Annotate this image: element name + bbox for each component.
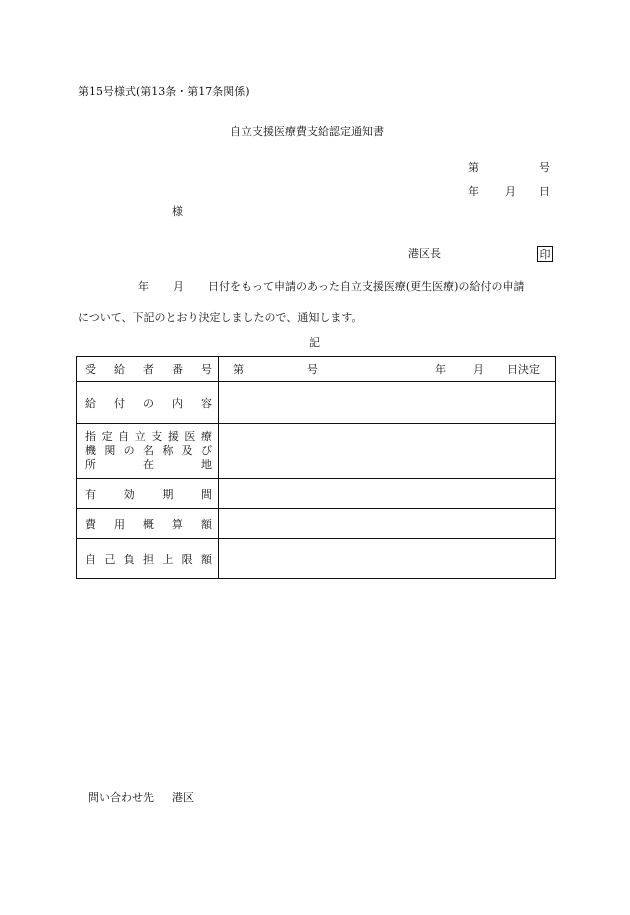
row-label-cell (77, 357, 219, 382)
ki-heading: 記 (309, 336, 320, 349)
document-title: 自立支援医療費支給認定通知書 (230, 125, 384, 138)
label-institution-line1 (85, 430, 212, 444)
label-char: 給 (85, 396, 96, 410)
doc-number-dai: 第 (468, 161, 479, 174)
label-char: 額 (200, 552, 212, 566)
body-line2: について、下記のとおり決定しましたので、通知します。 (78, 311, 363, 324)
label-char: 限 (181, 552, 193, 566)
institution-cell (219, 424, 556, 479)
label-char: 者 (143, 363, 154, 376)
copay-limit-cell (219, 539, 556, 579)
issuer: 港区長 (408, 247, 441, 260)
estimated-cost-cell (219, 509, 556, 539)
label-char: 費 (85, 517, 96, 531)
label-char: 有 (85, 487, 96, 501)
label-institution-line2 (85, 444, 212, 458)
label-recipient-number (77, 361, 218, 377)
table-row (77, 357, 556, 382)
form-number: 第15号様式(第13条・第17条関係) (78, 85, 250, 98)
label-char: 機 (85, 444, 96, 457)
date-day: 日 (539, 185, 550, 198)
decision-day: 日決定 (507, 363, 540, 376)
label-char: 間 (200, 487, 212, 501)
label-char: 効 (123, 487, 135, 501)
table-row (77, 479, 556, 509)
label-char: の (123, 444, 135, 457)
label-char: 用 (114, 517, 125, 531)
table-row (77, 509, 556, 539)
label-char: 期 (162, 487, 174, 501)
body-month: 月 (173, 280, 184, 293)
label-char: 内 (172, 396, 183, 410)
label-char: 号 (201, 363, 212, 376)
label-char: 定 (101, 430, 113, 443)
body-year: 年 (138, 280, 149, 293)
label-char: 概 (143, 517, 154, 531)
label-char: 在 (143, 458, 154, 471)
label-char: 給 (114, 363, 125, 376)
date-year: 年 (468, 185, 479, 198)
label-char: 上 (162, 552, 174, 566)
label-char: 容 (201, 396, 212, 410)
label-char: 自 (118, 430, 130, 443)
contact-value: 港区 (172, 791, 194, 804)
recipient-suffix: 様 (172, 205, 183, 218)
label-char: 及 (181, 444, 193, 457)
label-institution-line3 (85, 458, 212, 472)
details-table (76, 356, 556, 579)
label-char: 支 (151, 430, 163, 443)
label-char: び (200, 444, 212, 457)
seal-mark: 印 (537, 246, 553, 262)
label-char: 地 (201, 458, 212, 471)
label-char: 関 (104, 444, 116, 457)
label-copay-limit (77, 551, 218, 567)
label-char: 付 (114, 396, 125, 410)
date-month: 月 (505, 185, 516, 198)
table-row (77, 539, 556, 579)
decision-year: 年 (435, 363, 446, 376)
label-char: 番 (172, 363, 183, 376)
doc-number-go: 号 (539, 161, 550, 174)
row-label-cell (77, 479, 219, 509)
label-char: 額 (201, 517, 212, 531)
label-estimated-cost (77, 516, 218, 532)
recipient-go: 号 (307, 363, 318, 376)
row-label-cell (77, 539, 219, 579)
label-char: 所 (85, 458, 96, 471)
body-line1: 日付をもって申請のあった自立支援医療(更生医療)の給付の申請 (208, 280, 525, 293)
table-row (77, 424, 556, 479)
label-char: 自 (85, 552, 96, 566)
label-char: 称 (162, 444, 174, 457)
label-benefit-content (77, 395, 218, 411)
table-row (77, 382, 556, 424)
row-label-cell (77, 424, 219, 479)
label-char: 受 (85, 363, 96, 376)
label-char: 己 (104, 552, 116, 566)
label-char: 援 (167, 430, 179, 443)
label-char: 名 (142, 444, 154, 457)
label-validity-period (77, 486, 218, 502)
label-char: 立 (134, 430, 146, 443)
label-char: 医 (184, 430, 196, 443)
validity-period-cell (219, 479, 556, 509)
label-char: 指 (85, 430, 96, 443)
label-char: 算 (172, 517, 183, 531)
label-char: 担 (142, 552, 154, 566)
decision-month: 月 (473, 363, 484, 376)
row-label-cell (77, 509, 219, 539)
label-char: 療 (200, 430, 212, 443)
row-label-cell (77, 382, 219, 424)
recipient-dai: 第 (233, 363, 244, 376)
contact-label: 問い合わせ先 (88, 791, 154, 804)
label-char: の (143, 396, 154, 410)
label-char: 負 (123, 552, 135, 566)
recipient-number-cell (219, 357, 556, 382)
benefit-content-cell (219, 382, 556, 424)
